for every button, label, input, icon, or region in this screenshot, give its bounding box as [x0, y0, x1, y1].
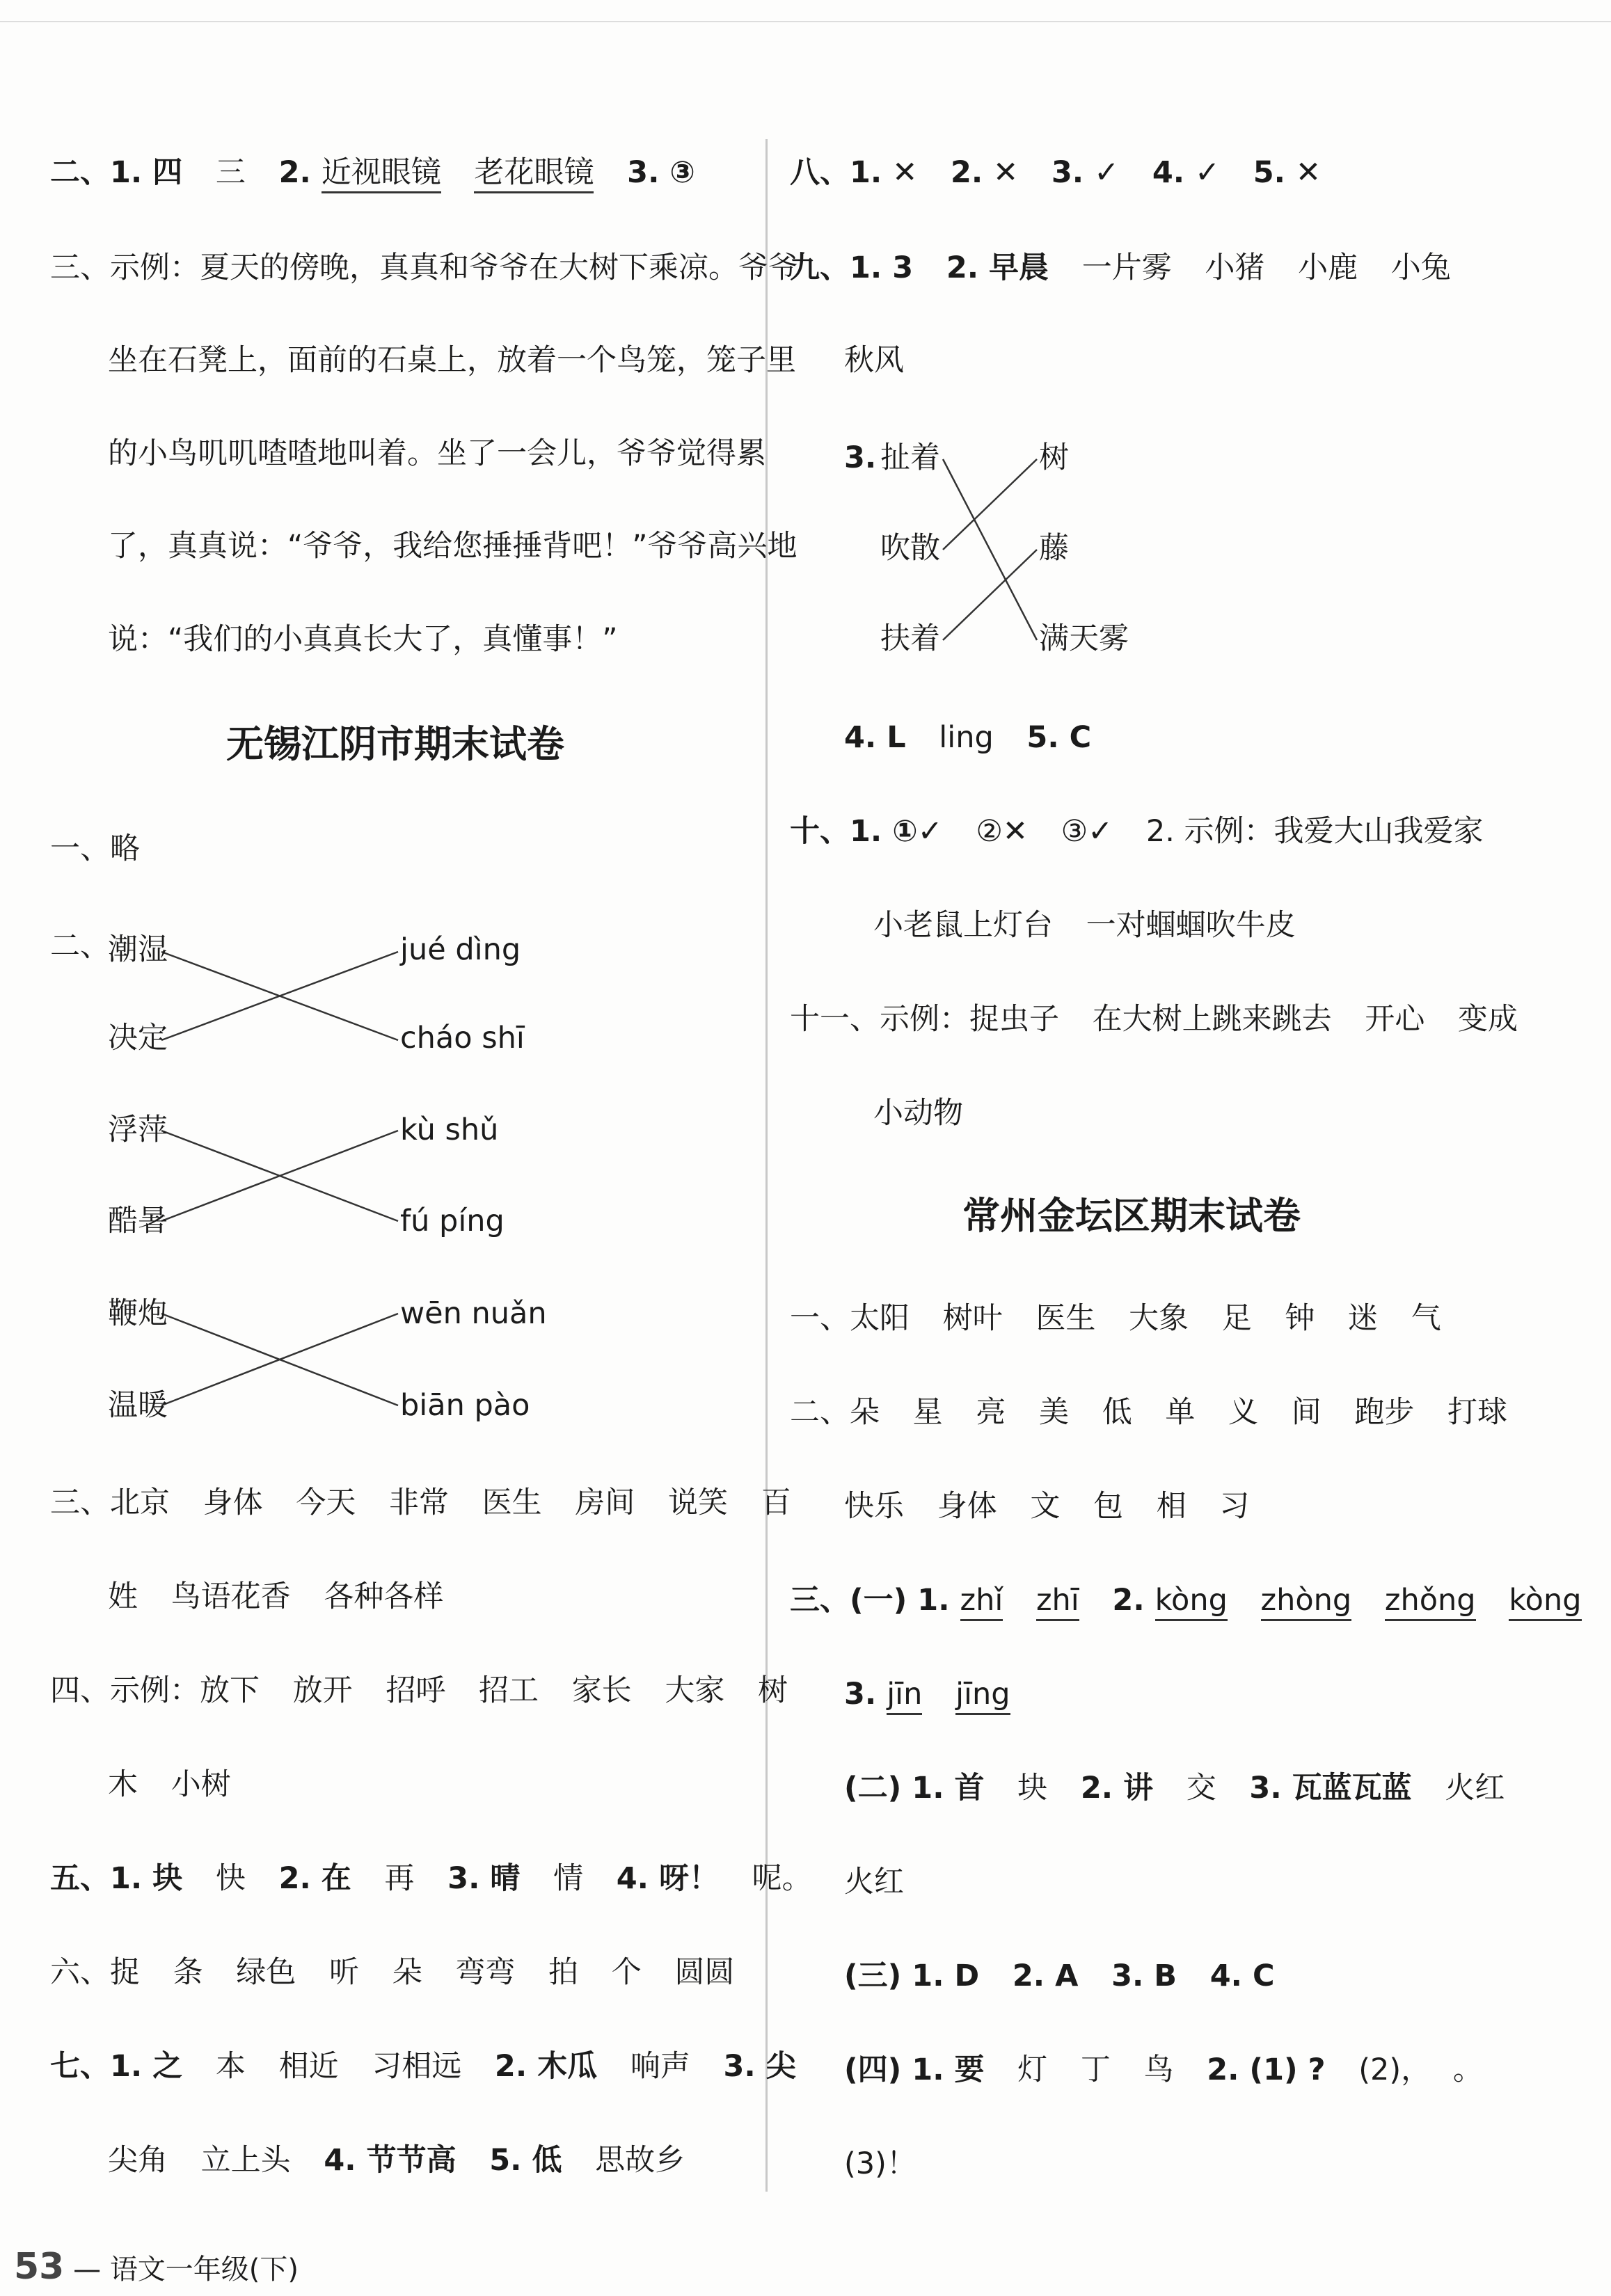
- text: 小老鼠上灯台: [873, 908, 1053, 943]
- text: 义: [1228, 1395, 1259, 1430]
- section-title: 常州金坛区期末试卷: [962, 1194, 1301, 1238]
- text: —: [73, 2254, 102, 2286]
- text: 绿色: [236, 1955, 296, 1990]
- text: 十一、示例：捉虫子: [790, 1002, 1059, 1037]
- text: 大家: [665, 1673, 725, 1708]
- text: 条: [173, 1955, 203, 1990]
- text: 非常: [389, 1485, 450, 1520]
- text: 打球: [1447, 1395, 1508, 1430]
- match-left: 扯着: [880, 440, 940, 475]
- text: 二、朵: [790, 1395, 880, 1430]
- text: 五、1. 块: [50, 1861, 183, 1896]
- text: 间: [1291, 1395, 1322, 1430]
- text: 4. L: [844, 720, 906, 755]
- text: 变成: [1458, 1002, 1518, 1037]
- text: 圆圆: [674, 1955, 735, 1990]
- match-left: 酷暑: [108, 1204, 168, 1238]
- q-1: [790, 1298, 1441, 1339]
- answer-4-cont: [108, 1764, 231, 1805]
- page-number: 53: [14, 2246, 65, 2288]
- text: 七、1. 之: [50, 2049, 183, 2084]
- text: 4. 呀！: [616, 1861, 719, 1896]
- text: 二、1. 四: [50, 155, 183, 190]
- text: 医生: [482, 1485, 542, 1520]
- answer-4: [50, 1670, 788, 1712]
- text: 鸟: [1143, 2052, 1174, 2087]
- text: 相近: [278, 2049, 339, 2084]
- answer-line-3-cont: 了，真真说：“爷爷，我给您捶捶背吧！”爷爷高兴地: [108, 529, 797, 564]
- text: 响声: [630, 2049, 690, 2084]
- text: 医生: [1035, 1301, 1096, 1336]
- text: 。: [1452, 2052, 1483, 2087]
- text: 树叶: [942, 1301, 1003, 1336]
- text: 情: [553, 1861, 584, 1896]
- text: 文: [1030, 1489, 1061, 1524]
- text: 今天: [296, 1485, 356, 1520]
- text: 小兔: [1390, 250, 1451, 285]
- text: 一片雾: [1081, 250, 1172, 285]
- text: 3.: [844, 1677, 887, 1712]
- text: (二) 1. 首: [844, 1771, 985, 1805]
- text: (四) 1. 要: [844, 2052, 985, 2087]
- text: (2)，: [1358, 2052, 1431, 2087]
- text: 气: [1411, 1301, 1441, 1336]
- answer-1: 一、略: [50, 831, 140, 866]
- answer-line-3-cont: 坐在石凳上，面前的石桌上，放着一个鸟笼，笼子里: [108, 343, 796, 378]
- match-left: 吹散: [880, 531, 940, 566]
- text: 快乐: [844, 1489, 904, 1524]
- text: 包: [1093, 1489, 1124, 1524]
- match-right: cháo shī: [400, 1021, 525, 1055]
- text: 5. ✕: [1253, 155, 1322, 190]
- text: 四、示例：放下: [50, 1673, 260, 1708]
- text: 迷: [1348, 1301, 1379, 1336]
- text: 快: [215, 1861, 246, 1896]
- text: 块: [1017, 1771, 1048, 1805]
- answer-line-3-cont: 说：“我们的小真真长大了，真懂事！”: [108, 622, 618, 657]
- text: 尖角: [108, 2143, 168, 2178]
- answer-9-cont: 秋风: [844, 343, 904, 378]
- pinyin-answer: zhǐ: [960, 1583, 1003, 1621]
- text: 说笑: [668, 1485, 729, 1520]
- match-right: 满天雾: [1039, 621, 1129, 656]
- answer-3-cont: [108, 1576, 443, 1618]
- text: 三、(一) 1.: [790, 1583, 960, 1618]
- q-3-4-cont: (3)！: [844, 2146, 916, 2181]
- underlined-answer: 老花眼镜: [474, 155, 594, 193]
- answer-11: [790, 998, 1518, 1040]
- match-right: 藤: [1039, 531, 1069, 566]
- text: 单: [1165, 1395, 1196, 1430]
- pinyin-answer: jīn: [887, 1677, 922, 1715]
- answer-6: [50, 1952, 734, 1993]
- text: 家长: [571, 1673, 632, 1708]
- text: 再: [384, 1861, 415, 1896]
- text: 小鹿: [1298, 250, 1358, 285]
- text: 3. 晴: [447, 1861, 521, 1896]
- text: 5. 低: [489, 2143, 562, 2178]
- text: 3. B: [1111, 1959, 1177, 1993]
- text: 房间: [575, 1485, 635, 1520]
- answer-line-3: 三、示例：夏天的傍晚，真真和爷爷在大树下乘凉。爷爷: [50, 250, 798, 285]
- text: 2. 早晨: [946, 250, 1049, 285]
- text: 美: [1039, 1395, 1070, 1430]
- text: 身体: [937, 1489, 997, 1524]
- text: 跑步: [1354, 1395, 1415, 1430]
- q-3-1: [790, 1579, 1582, 1621]
- text: 大象: [1129, 1301, 1189, 1336]
- text: 足: [1221, 1301, 1252, 1336]
- answer-11-cont: 小动物: [873, 1096, 963, 1131]
- answer-7-cont: [108, 2139, 685, 2181]
- match-left: 扶着: [880, 621, 940, 656]
- text: 本: [215, 2049, 246, 2084]
- pinyin-answer: kòng: [1155, 1583, 1228, 1621]
- text: 立上头: [200, 2143, 291, 2178]
- text: 姓: [108, 1579, 138, 1614]
- text: 三: [215, 155, 246, 190]
- match-right: fú píng: [400, 1204, 505, 1238]
- text: 5. C: [1026, 720, 1092, 755]
- text: 朵: [392, 1955, 422, 1990]
- text: 个: [611, 1955, 642, 1990]
- text: (三) 1. D: [844, 1959, 980, 1993]
- pinyin-answer: zhī: [1036, 1583, 1079, 1621]
- matching-lines: [769, 0, 1611, 2296]
- pinyin-answer: jīng: [955, 1677, 1010, 1715]
- text: 2. ✕: [950, 155, 1019, 190]
- text: 各种各样: [324, 1579, 444, 1614]
- answer-9-4: [844, 717, 1091, 758]
- underlined-answer: 近视眼镜: [322, 155, 441, 193]
- text: 2. (1) ?: [1207, 2052, 1326, 2087]
- match-right: jué dìng: [400, 932, 521, 967]
- match-left: 决定: [108, 1021, 168, 1055]
- page-footer: [14, 2246, 299, 2288]
- text: 小猪: [1205, 250, 1265, 285]
- text: 3. ✓: [1051, 155, 1120, 190]
- match-left: 浮萍: [108, 1113, 168, 1147]
- answer-10-cont: [873, 904, 1296, 946]
- text: 2. 在: [278, 1861, 351, 1896]
- text: 火红: [1445, 1771, 1505, 1805]
- text: 交: [1186, 1771, 1216, 1805]
- match-right: wēn nuǎn: [400, 1296, 547, 1331]
- text: 八、1. ✕: [790, 155, 918, 190]
- text: 4. ✓: [1152, 155, 1221, 190]
- text: 3. 尖: [723, 2049, 796, 2084]
- match-label: 3.: [844, 440, 877, 475]
- text: ③✓: [1061, 814, 1113, 849]
- pinyin-answer: zhǒng: [1385, 1583, 1476, 1621]
- q-3-4: [844, 2049, 1483, 2091]
- text: 开心: [1365, 1002, 1425, 1037]
- text: 2. 讲: [1080, 1771, 1154, 1805]
- text: 木: [108, 1767, 138, 1802]
- text: 九、1. 3: [790, 250, 914, 285]
- text: 呢。: [752, 1861, 812, 1896]
- q-3-3: [844, 1673, 1010, 1715]
- text: 放开: [292, 1673, 353, 1708]
- answer-3: [50, 1482, 791, 1524]
- match-right: biān pào: [400, 1388, 530, 1423]
- text: 招工: [479, 1673, 539, 1708]
- text: 丁: [1080, 2052, 1111, 2087]
- text: 在大树上跳来跳去: [1092, 1002, 1332, 1037]
- text: 2. A: [1012, 1959, 1079, 1993]
- text: 亮: [976, 1395, 1006, 1430]
- match-right: kù shǔ: [400, 1113, 499, 1147]
- match-left: 潮湿: [108, 932, 168, 967]
- text: 招呼: [386, 1673, 446, 1708]
- book-label: 语文一年级(下): [109, 2254, 299, 2286]
- text: 思故乡: [595, 2143, 685, 2178]
- answer-5: [50, 1858, 812, 1899]
- q-3-2-cont: 火红: [844, 1865, 904, 1899]
- text: 六、捉: [50, 1955, 140, 1990]
- answer-2-label: 二、: [50, 929, 110, 964]
- text: 百: [761, 1485, 791, 1520]
- text: 3. 瓦蓝瓦蓝: [1249, 1771, 1412, 1805]
- answer-line-3-cont: 的小鸟叽叽喳喳地叫着。坐了一会儿，爷爷觉得累: [108, 436, 766, 471]
- text: 相: [1156, 1489, 1187, 1524]
- text: 习相远: [372, 2049, 462, 2084]
- text: 星: [912, 1395, 943, 1430]
- text: 2. 示例：我爱大山我爱家: [1145, 814, 1484, 849]
- text: 小树: [170, 1767, 231, 1802]
- text: 三、北京: [50, 1485, 170, 1520]
- match-left: 温暖: [108, 1388, 168, 1423]
- text: 身体: [203, 1485, 263, 1520]
- pinyin-answer: kòng: [1509, 1583, 1581, 1621]
- text: 4. 节节高: [324, 2143, 457, 2178]
- text: 钟: [1285, 1301, 1315, 1336]
- text: 十、1. ①✓: [790, 814, 943, 849]
- text: 鸟语花香: [170, 1579, 291, 1614]
- q-3-3-choice: [844, 1955, 1275, 1997]
- text: ling: [939, 720, 994, 755]
- section-title: 无锡江阴市期末试卷: [226, 722, 564, 766]
- q-2-cont: [844, 1485, 1249, 1527]
- text: 2.: [1112, 1583, 1155, 1618]
- text: 弯弯: [455, 1955, 516, 1990]
- text: 2. 木瓜: [494, 2049, 598, 2084]
- answer-10: [790, 811, 1484, 852]
- match-right: 树: [1039, 440, 1069, 475]
- text: 拍: [548, 1955, 579, 1990]
- text: 听: [329, 1955, 360, 1990]
- match-left: 鞭炮: [108, 1296, 168, 1331]
- q-3-2: [844, 1767, 1505, 1809]
- text: 灯: [1017, 2052, 1048, 2087]
- text: 2.: [278, 155, 322, 190]
- text: 低: [1102, 1395, 1132, 1430]
- pinyin-answer: zhòng: [1261, 1583, 1352, 1621]
- q-2: [790, 1392, 1507, 1433]
- text: 3. ③: [627, 155, 695, 190]
- answer-7: [50, 2046, 796, 2087]
- text: ②✕: [976, 814, 1028, 849]
- text: 树: [758, 1673, 788, 1708]
- text: 一、太阳: [790, 1301, 910, 1336]
- text: 4. C: [1209, 1959, 1275, 1993]
- text: 一对蝈蝈吹牛皮: [1086, 908, 1296, 943]
- text: 习: [1219, 1489, 1250, 1524]
